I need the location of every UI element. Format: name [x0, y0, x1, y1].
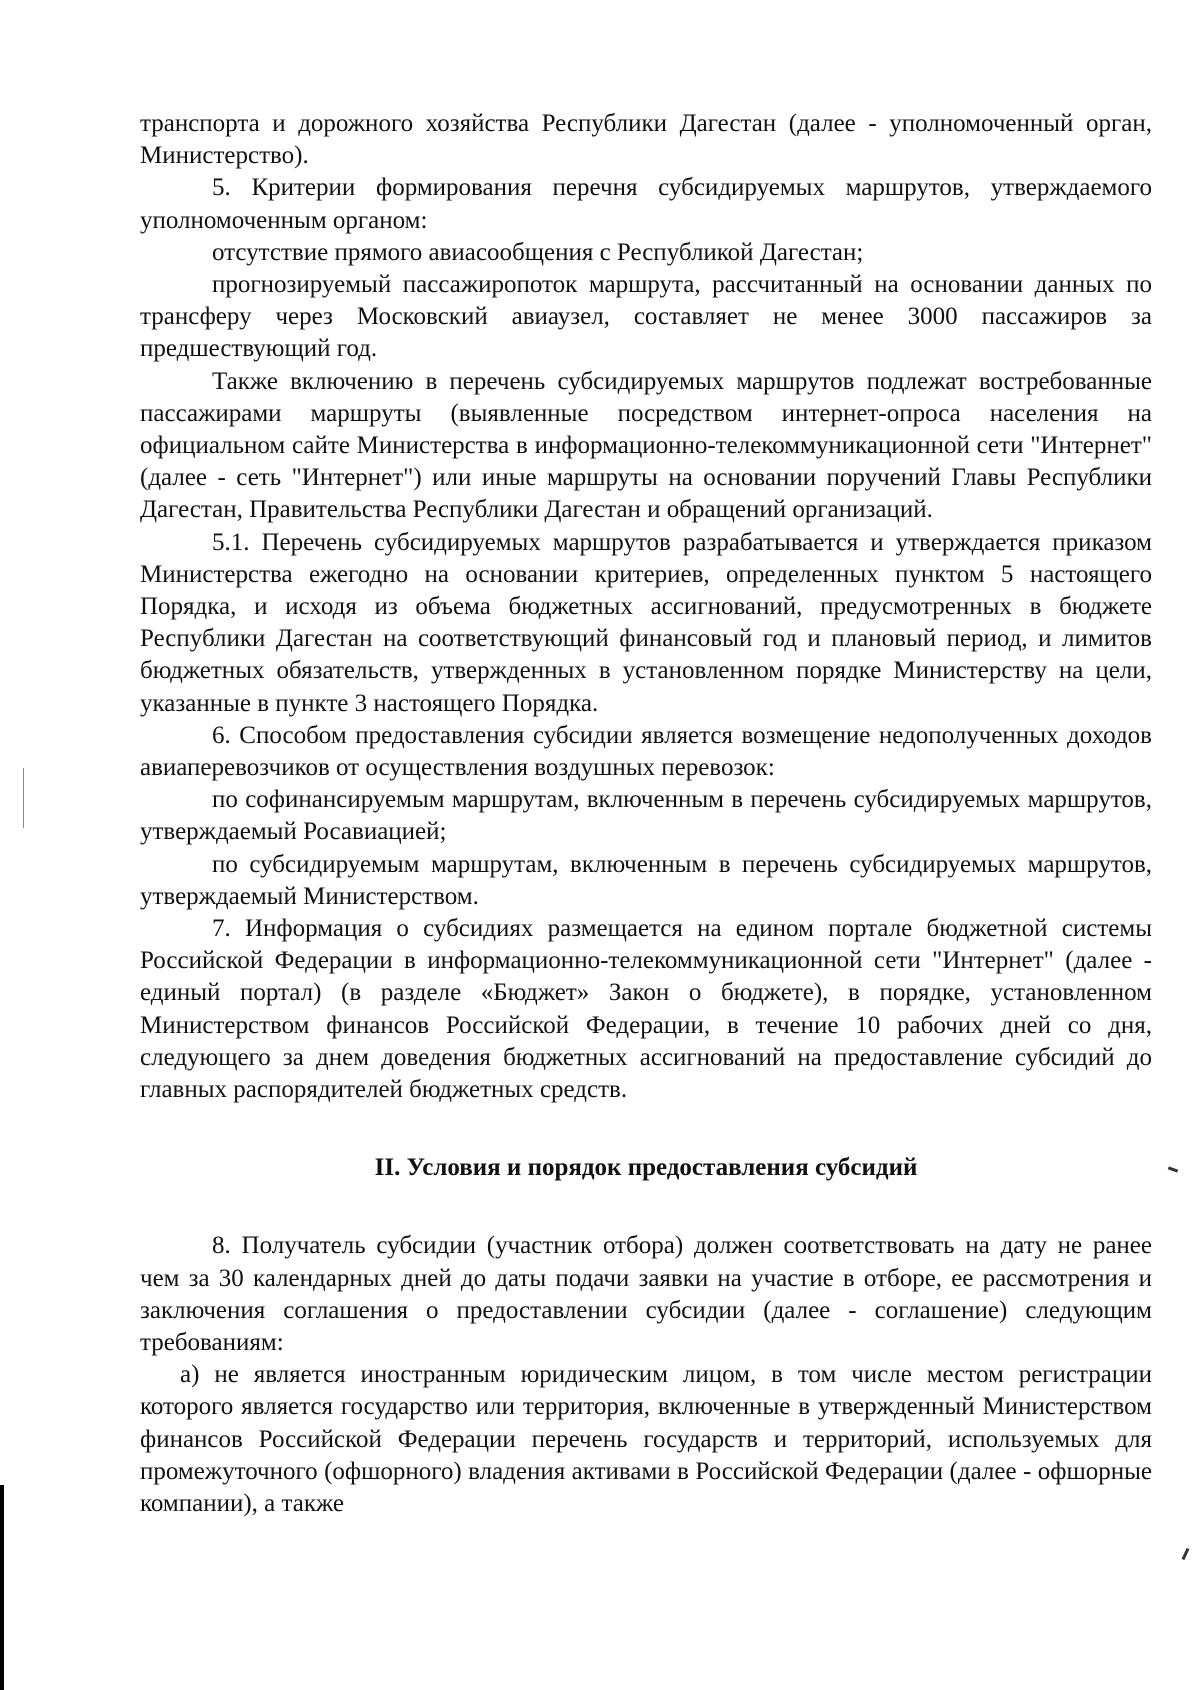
paragraph-cofinanced-routes: по софинансируемым маршрутам, включенным в перечень субсидируемых маршрутов, утверждаемый Росавиацией; — [140, 786, 1152, 846]
paragraph-item-5: 5. Критерии формирования перечня субсидируемых маршрутов, утверждаемого уполномоченным органом: — [140, 174, 1152, 234]
paragraph-subsidized-routes: по субсидируемым маршрутам, включенным в перечень субсидируемых маршрутов, утверждаемый Министерством. — [140, 850, 1152, 910]
scan-margin-line — [23, 768, 24, 828]
paragraph-also-included: Также включению в перечень субсидируемых маршрутов подлежат востребованные пассажирами маршруты (выявленные посредством интернет-опроса населения на официальном сайте Министерства в информационно-телекоммуникационной сети "Интернет" (далее - сеть "Интернет") или иные маршруты на основании поручений Главы Республики Дагестан, Правительства Республики Дагестан и обращений организаций. — [140, 367, 1152, 524]
scan-artifact-mark — [1168, 1166, 1178, 1172]
paragraph-item-8: 8. Получатель субсидии (участник отбора) должен соответствовать на дату не ранее чем за 30 календарных дней до даты подачи заявки на участие в отборе, ее рассмотрения и заключения соглашения о предоставлении субсидии (далее - соглашение) следующим требованиям: — [140, 1232, 1152, 1356]
paragraph-criterion-2: прогнозируемый пассажиропоток маршрута, рассчитанный на основании данных по трансферу через Московский авиаузел, составляет не менее 3000 пассажиров за предшествующий год. — [140, 271, 1152, 363]
document-body — [140, 108, 1152, 1520]
section-heading: II. Условия и порядок предоставления субсидий — [374, 1154, 918, 1182]
paragraph-item-5-1: 5.1. Перечень субсидируемых маршрутов разрабатывается и утверждается приказом Министерства ежегодно на основании критериев, определенных пунктом 5 настоящего Порядка, и исходя из объема бюджетных ассигнований, предусмотренных в бюджете Республики Дагестан на соответствующий финансовый год и плановый период, и лимитов бюджетных обязательств, утвержденных в установленном порядке Министерству на цели, указанные в пункте 3 настоящего Порядка. — [140, 528, 1152, 717]
paragraph-item-8-a: а) не является иностранным юридическим лицом, в том числе местом регистрации которого является государство или территория, включенные в утвержденный Министерством финансов Российской Федерации перечень государств и территорий, используемых для промежуточного (офшорного) владения активами в Российской Федерации (далее - офшорные компании), а также — [140, 1361, 1152, 1517]
paragraph-item-7: 7. Информация о субсидиях размещается на едином портале бюджетной системы Российской Федерации в информационно-телекоммуникационной сети "Интернет" (далее - единый портал) (в разделе «Бюджет» Закон о бюджете), в порядке, установленном Министерством финансов Российской Федерации, в течение 10 рабочих дней со дня, следующего за днем доведения бюджетных ассигнований на предоставление субсидий до главных распорядителей бюджетных средств. — [140, 915, 1152, 1104]
paragraph-item-6: 6. Способом предоставления субсидии является возмещение недополученных доходов авиаперевозчиков от осуществления воздушных перевозок: — [140, 721, 1152, 782]
scan-artifact-mark — [1182, 1548, 1190, 1560]
paragraph-continuation: транспорта и дорожного хозяйства Республики Дагестан (далее - уполномоченный орган, Министерство). — [140, 110, 1152, 170]
paragraph-criterion-1: отсутствие прямого авиасообщения с Республикой Дагестан; — [212, 238, 864, 266]
binding-edge-bar — [0, 1485, 4, 1690]
